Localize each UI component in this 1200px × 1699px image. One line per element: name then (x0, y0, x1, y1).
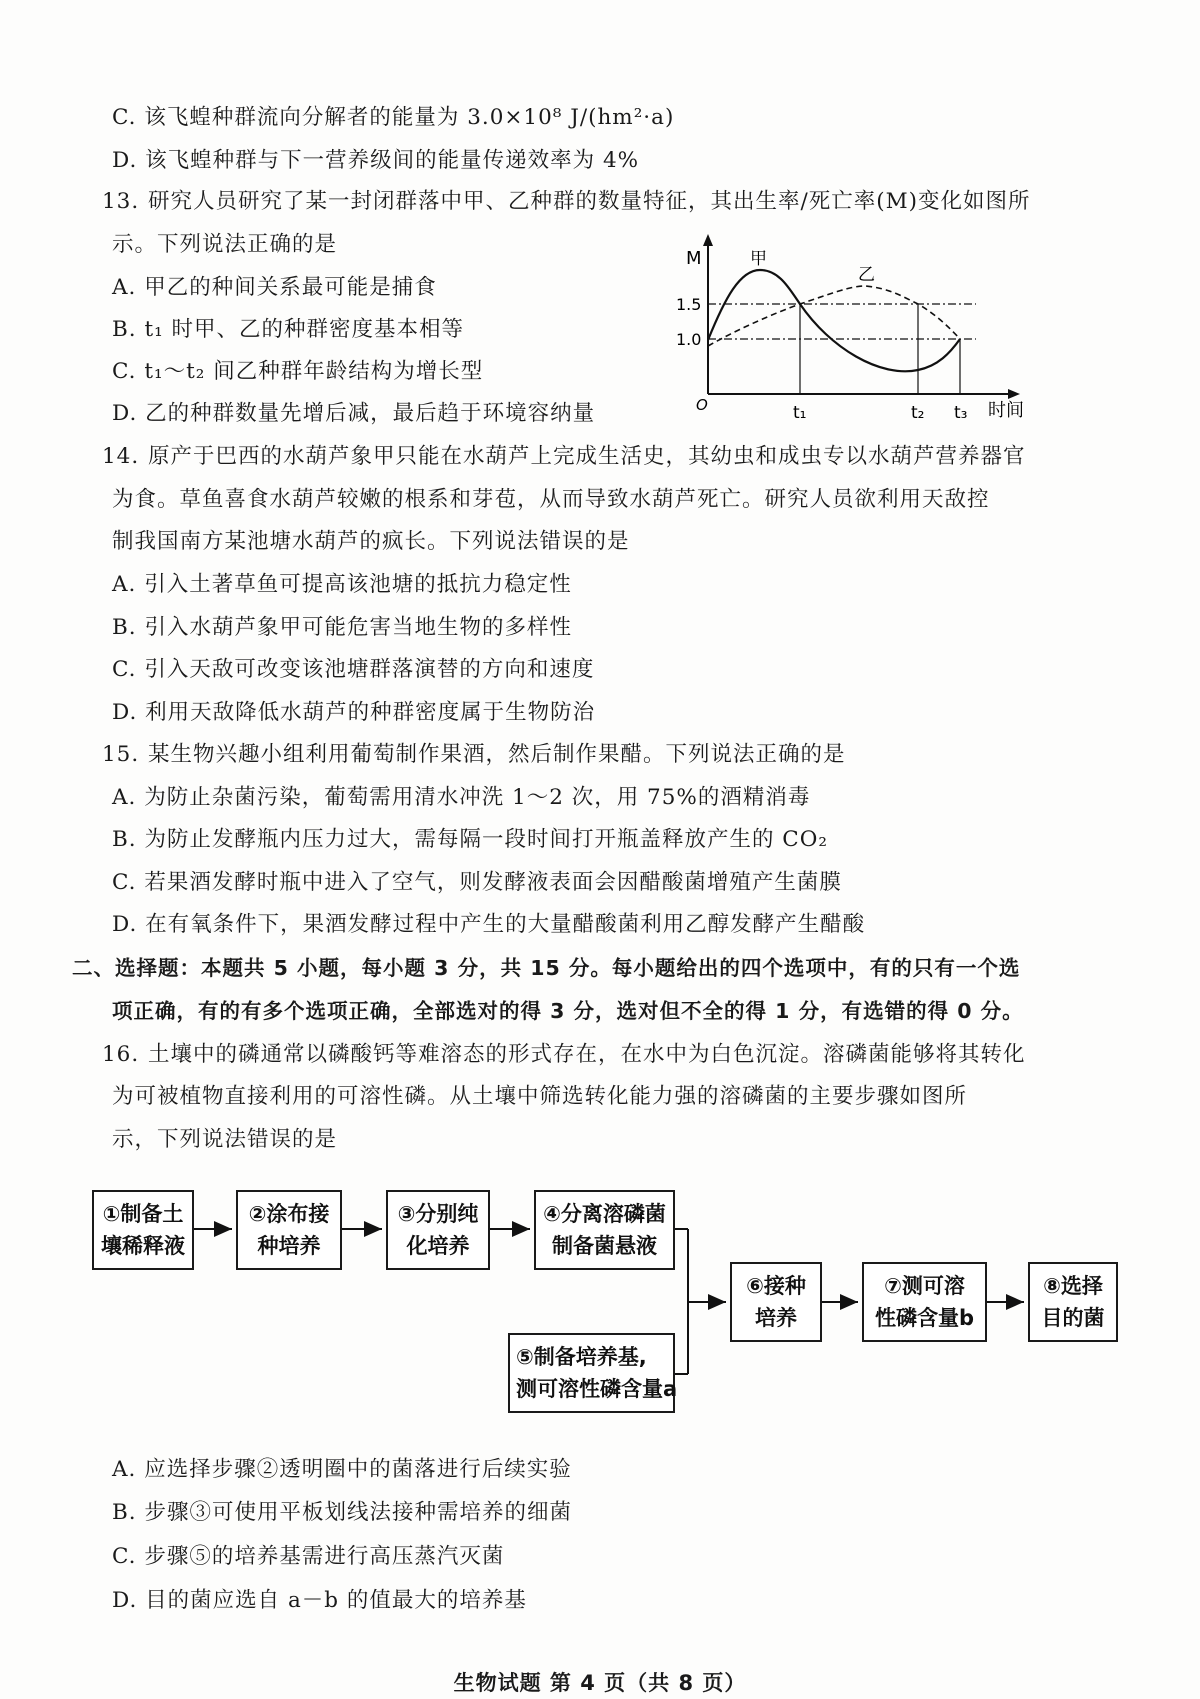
page-footer: 生物试题 第 4 页（共 8 页） (453, 1671, 747, 1695)
flow-step-3-line1: ③分别纯 (397, 1202, 479, 1226)
flow-step-4 (534, 1190, 675, 1270)
q15-option-b: B. 为防止发酵瓶内压力过大，需每隔一段时间打开瓶盖释放产生的 CO₂ (112, 827, 829, 852)
section2-line2: 项正确，有的有多个选项正确，全部选对的得 3 分，选对但不全的得 1 分，有选错的得 0 分。 (112, 999, 1024, 1023)
q15-option-a: A. 为防止杂菌污染，葡萄需用清水冲洗 1～2 次，用 75%的酒精消毒 (112, 785, 811, 810)
flow-step-6-line2: 培养 (755, 1306, 797, 1330)
flow-step-7-line2: 性磷含量b (874, 1306, 975, 1330)
series-yi-label: 乙 (858, 265, 875, 285)
q13-stem-line2: 示。下列说法正确的是 (112, 232, 338, 257)
y-axis-label: M (686, 248, 702, 269)
flow-step-1-line1: ①制备土 (102, 1202, 184, 1226)
q13-option-a: A. 甲乙的种间关系最可能是捕食 (112, 275, 437, 300)
q16-option-a: A. 应选择步骤②透明圈中的菌落进行后续实验 (112, 1457, 572, 1482)
q14-stem-line1: 原产于巴西的水葫芦象甲只能在水葫芦上完成生活史，其幼虫和成虫专以水葫芦营养器官 (148, 444, 1026, 469)
q12-option-c: C. 该飞蝗种群流向分解者的能量为 3.0×10⁸ J/(hm²·a) (112, 105, 675, 130)
flow-step-1 (92, 1190, 194, 1270)
q14-option-b: B. 引入水葫芦象甲可能危害当地生物的多样性 (112, 615, 572, 640)
origin-label: O (696, 396, 708, 414)
q16-number: 16. (102, 1042, 140, 1067)
q16-option-b: B. 步骤③可使用平板划线法接种需培养的细菌 (112, 1500, 572, 1525)
q13-option-c: C. t₁～t₂ 间乙种群年龄结构为增长型 (112, 359, 484, 384)
series-jia-label: 甲 (750, 249, 767, 269)
q15-number: 15. (102, 742, 140, 767)
x-tick-t2: t₂ (911, 403, 925, 423)
flow-step-2 (236, 1190, 342, 1270)
flow-step-5-line1: ⑤制备培养基, (516, 1345, 647, 1369)
q15-option-c: C. 若果酒发酵时瓶中进入了空气，则发酵液表面会因醋酸菌增殖产生菌膜 (112, 870, 842, 895)
flow-step-6-line1: ⑥接种 (746, 1274, 806, 1298)
q14-option-c: C. 引入天敌可改变该池塘群落演替的方向和速度 (112, 657, 595, 682)
q13-number: 13. (102, 189, 140, 214)
q14-option-a: A. 引入土著草鱼可提高该池塘的抵抗力稳定性 (112, 572, 572, 597)
q15-option-d: D. 在有氧条件下，果酒发酵过程中产生的大量醋酸菌利用乙醇发酵产生醋酸 (112, 912, 866, 937)
q16-stem-line1: 土壤中的磷通常以磷酸钙等难溶态的形式存在，在水中为白色沉淀。溶磷菌能够将其转化 (148, 1042, 1026, 1067)
x-tick-t3: t₃ (954, 403, 968, 423)
y-tick-1-0: 1.0 (676, 330, 702, 349)
q14-option-d: D. 利用天敌降低水葫芦的种群密度属于生物防治 (112, 700, 596, 725)
flow-step-7 (862, 1262, 987, 1342)
flow-step-6 (730, 1262, 822, 1342)
q13-option-d: D. 乙的种群数量先增后减，最后趋于环境容纳量 (112, 401, 596, 426)
q12-option-d: D. 该飞蝗种群与下一营养级间的能量传递效率为 4% (112, 148, 640, 173)
flow-step-5-line2: 测可溶性磷含量a (516, 1377, 678, 1401)
q14-number: 14. (102, 444, 140, 469)
flow-step-8-line1: ⑧选择 (1043, 1274, 1103, 1298)
flow-step-2-line2: 种培养 (257, 1234, 321, 1258)
q16-stem-line3: 示，下列说法错误的是 (112, 1127, 338, 1152)
q14-stem-line3: 制我国南方某池塘水葫芦的疯长。下列说法错误的是 (112, 529, 630, 554)
flow-step-4-line1: ④分离溶磷菌 (543, 1202, 666, 1226)
flow-step-8-line2: 目的菌 (1041, 1306, 1105, 1330)
flow-step-7-line1: ⑦测可溶 (884, 1274, 965, 1298)
x-axis-label: 时间 (988, 400, 1024, 421)
q16-option-d: D. 目的菌应选自 a－b 的值最大的培养基 (112, 1588, 527, 1613)
q13-stem-line1: 研究人员研究了某一封闭群落中甲、乙种群的数量特征，其出生率/死亡率(M)变化如图所 (148, 189, 1031, 214)
q14-stem-line2: 为食。草鱼喜食水葫芦较嫩的根系和芽苞，从而导致水葫芦死亡。研究人员欲利用天敌控 (112, 487, 990, 512)
q13-option-b: B. t₁ 时甲、乙的种群密度基本相等 (112, 317, 465, 342)
x-tick-t1: t₁ (793, 403, 807, 423)
flow-step-3-line2: 化培养 (406, 1234, 470, 1258)
section2-line1: 二、选择题：本题共 5 小题，每小题 3 分，共 15 分。每小题给出的四个选项中，有的只有一个选 (72, 956, 1021, 980)
flow-step-2-line1: ②涂布接 (248, 1202, 330, 1226)
flow-step-8 (1028, 1262, 1118, 1342)
y-tick-1-5: 1.5 (676, 295, 702, 314)
flow-step-3 (386, 1190, 490, 1270)
flow-step-4-line2: 制备菌悬液 (552, 1234, 657, 1258)
q16-option-c: C. 步骤⑤的培养基需进行高压蒸汽灭菌 (112, 1544, 505, 1569)
q16-stem-line2: 为可被植物直接利用的可溶性磷。从土壤中筛选转化能力强的溶磷菌的主要步骤如图所 (112, 1084, 968, 1109)
flow-step-1-line2: 壤稀释液 (101, 1234, 185, 1258)
q15-stem-line1: 某生物兴趣小组利用葡萄制作果酒，然后制作果醋。下列说法正确的是 (148, 742, 846, 767)
flow-step-5 (508, 1333, 678, 1413)
